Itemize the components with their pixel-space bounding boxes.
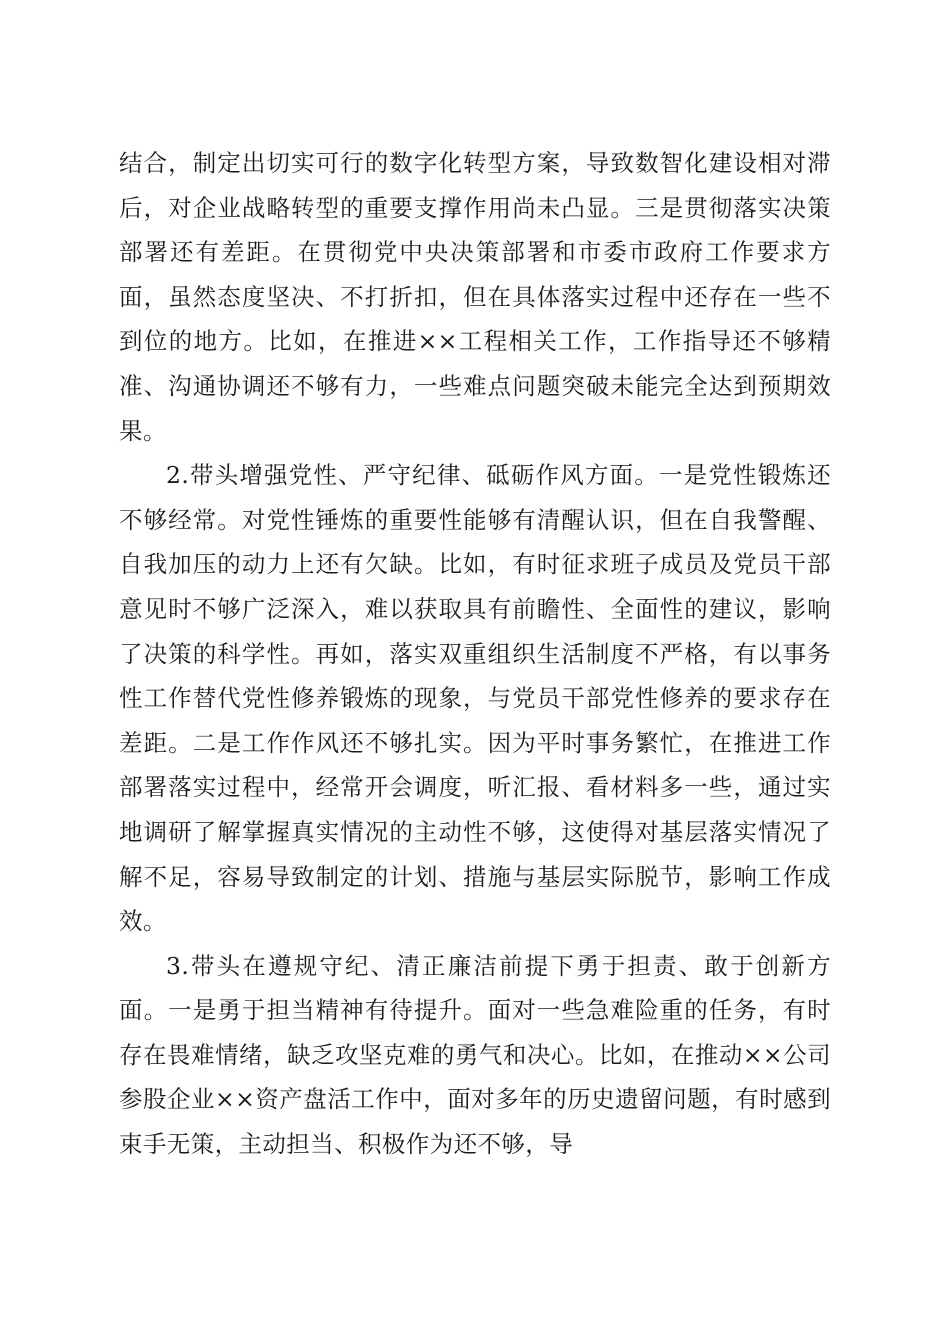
- document-body: [119, 141, 831, 1167]
- paragraph-continuation: 结合，制定出切实可行的数字化转型方案，导致数智化建设相对滞后，对企业战略转型的重要支撑作用尚未凸显。三是贯彻落实决策部署还有差距。在贯彻党中央决策部署和市委市政府工作要求方面，虽然态度坚决、不打折扣，但在具体落实过程中还存在一些不到位的地方。比如，在推进××工程相关工作，工作指导还不够精准、沟通协调还不够有力，一些难点问题突破未能完全达到预期效果。: [119, 149, 831, 445]
- paragraph-section-2: 2.带头增强党性、严守纪律、砥砺作风方面。一是党性锻炼还不够经常。对党性锤炼的重要性能够有清醒认识，但在自我警醒、自我加压的动力上还有欠缺。比如，有时征求班子成员及党员干部意见时不够广泛深入，难以获取具有前瞻性、全面性的建议，影响了决策的科学性。再如，落实双重组织生活制度不严格，有以事务性工作替代党性修养锻炼的现象，与党员干部党性修养的要求存在差距。二是工作作风还不够扎实。因为平时事务繁忙，在推进工作部署落实过程中，经常开会调度，听汇报、看材料多一些，通过实地调研了解掌握真实情况的主动性不够，这使得对基层落实情况了解不足，容易导致制定的计划、措施与基层实际脱节，影响工作成效。: [119, 461, 831, 936]
- paragraph-section-3: 3.带头在遵规守纪、清正廉洁前提下勇于担责、敢于创新方面。一是勇于担当精神有待提升。面对一些急难险重的任务，有时存在畏难情绪，缺乏攻坚克难的勇气和决心。比如，在推动××公司参股企业××资产盘活工作中，面对多年的历史遗留问题，有时感到束手无策，主动担当、积极作为还不够，导: [119, 951, 831, 1159]
